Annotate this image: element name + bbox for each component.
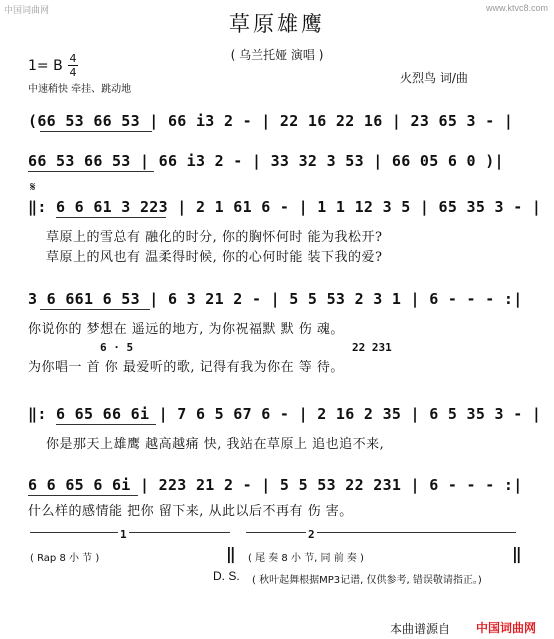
watermark-right: www.ktvc8.com <box>485 3 548 13</box>
alt-notes-4a: 6 · 5 <box>100 341 134 354</box>
tempo-marking: 中速稍快 牵挂、跳动地 <box>28 84 132 95</box>
song-subtitle: ( 乌兰托娅 演唱 ) <box>230 48 324 62</box>
score-line-1: (66 53 66 53 | 66 i3 2 - | 22 16 22 16 | 23 65 3 - | <box>28 112 514 130</box>
source-brand-link[interactable]: 中国词曲网 <box>476 621 537 635</box>
watermark-left: 中国词曲网 <box>4 5 50 15</box>
lyric-line-6: 什么样的感情能 把你 留下来, 从此以后不再有 伤 害。 <box>28 504 353 519</box>
rap-note: ( Rap 8 小 节 ) <box>30 553 100 564</box>
lyric-line-5: 你是那天上雄鹰 越高越痛 快, 我站在草原上 追也追不来, <box>46 437 385 452</box>
lyricist-composer: 火烈鸟 词/曲 <box>400 71 468 85</box>
volta-2: 2 <box>308 528 315 541</box>
score-line-6: 6 6 65 6 6i | 223 21 2 - | 5 5 53 22 231 | 6 - - - :| <box>28 476 523 494</box>
lyric-line-4b: 为你唱一 首 你 最爱听的歌, 记得有我为你在 等 待。 <box>28 360 344 375</box>
time-signature <box>68 53 78 78</box>
coda-note: ( 尾 奏 8 小 节, 同 前 奏 ) <box>248 553 364 564</box>
repeat-barline: ‖ <box>226 544 236 563</box>
final-barline: ‖ <box>512 544 522 563</box>
time-signature-top: 4 <box>69 52 77 65</box>
segno-icon: 𝄋 <box>30 180 36 195</box>
score-line-5: ‖: 6 65 66 6i | 7 6 5 67 6 - | 2 16 2 35 | 6 5 35 3 - | <box>28 405 542 423</box>
time-signature-bottom: 4 <box>69 66 77 79</box>
score-line-4: 3 6 661 6 53 | 6 3 21 2 - | 5 5 53 2 3 1 | 6 - - - :| <box>28 290 523 308</box>
volta-1: 1 <box>120 528 127 541</box>
source-label: 本曲谱源自 <box>390 622 451 636</box>
lyric-line-3b: 草原上的风也有 温柔得时候, 你的心何时能 装下我的爱? <box>46 250 383 265</box>
dal-segno: D. S. <box>213 569 240 583</box>
score-line-2: 66 53 66 53 | 66 i3 2 - | 33 32 3 53 | 66 05 6 0 )| <box>28 152 504 170</box>
score-line-3: ‖: 6 6 61 3 223 | 2 1 61 6 - | 1 1 12 3 5 | 65 35 3 - | <box>28 198 542 216</box>
alt-notes-4b: 22 231 <box>352 341 392 354</box>
song-title: 草原雄鹰 <box>229 12 325 36</box>
lyric-line-3a: 草原上的雪总有 融化的时分, 你的胸怀何时 能为我松开? <box>46 230 383 245</box>
transcription-credit: ( 秋叶起舞根据MP3记谱, 仅供参考, 错误敬请指正。) <box>252 575 482 586</box>
lyric-line-4a: 你说你的 梦想在 遥远的地方, 为你祝福默 默 伤 魂。 <box>28 322 344 337</box>
key-signature: 1= B <box>28 58 63 74</box>
